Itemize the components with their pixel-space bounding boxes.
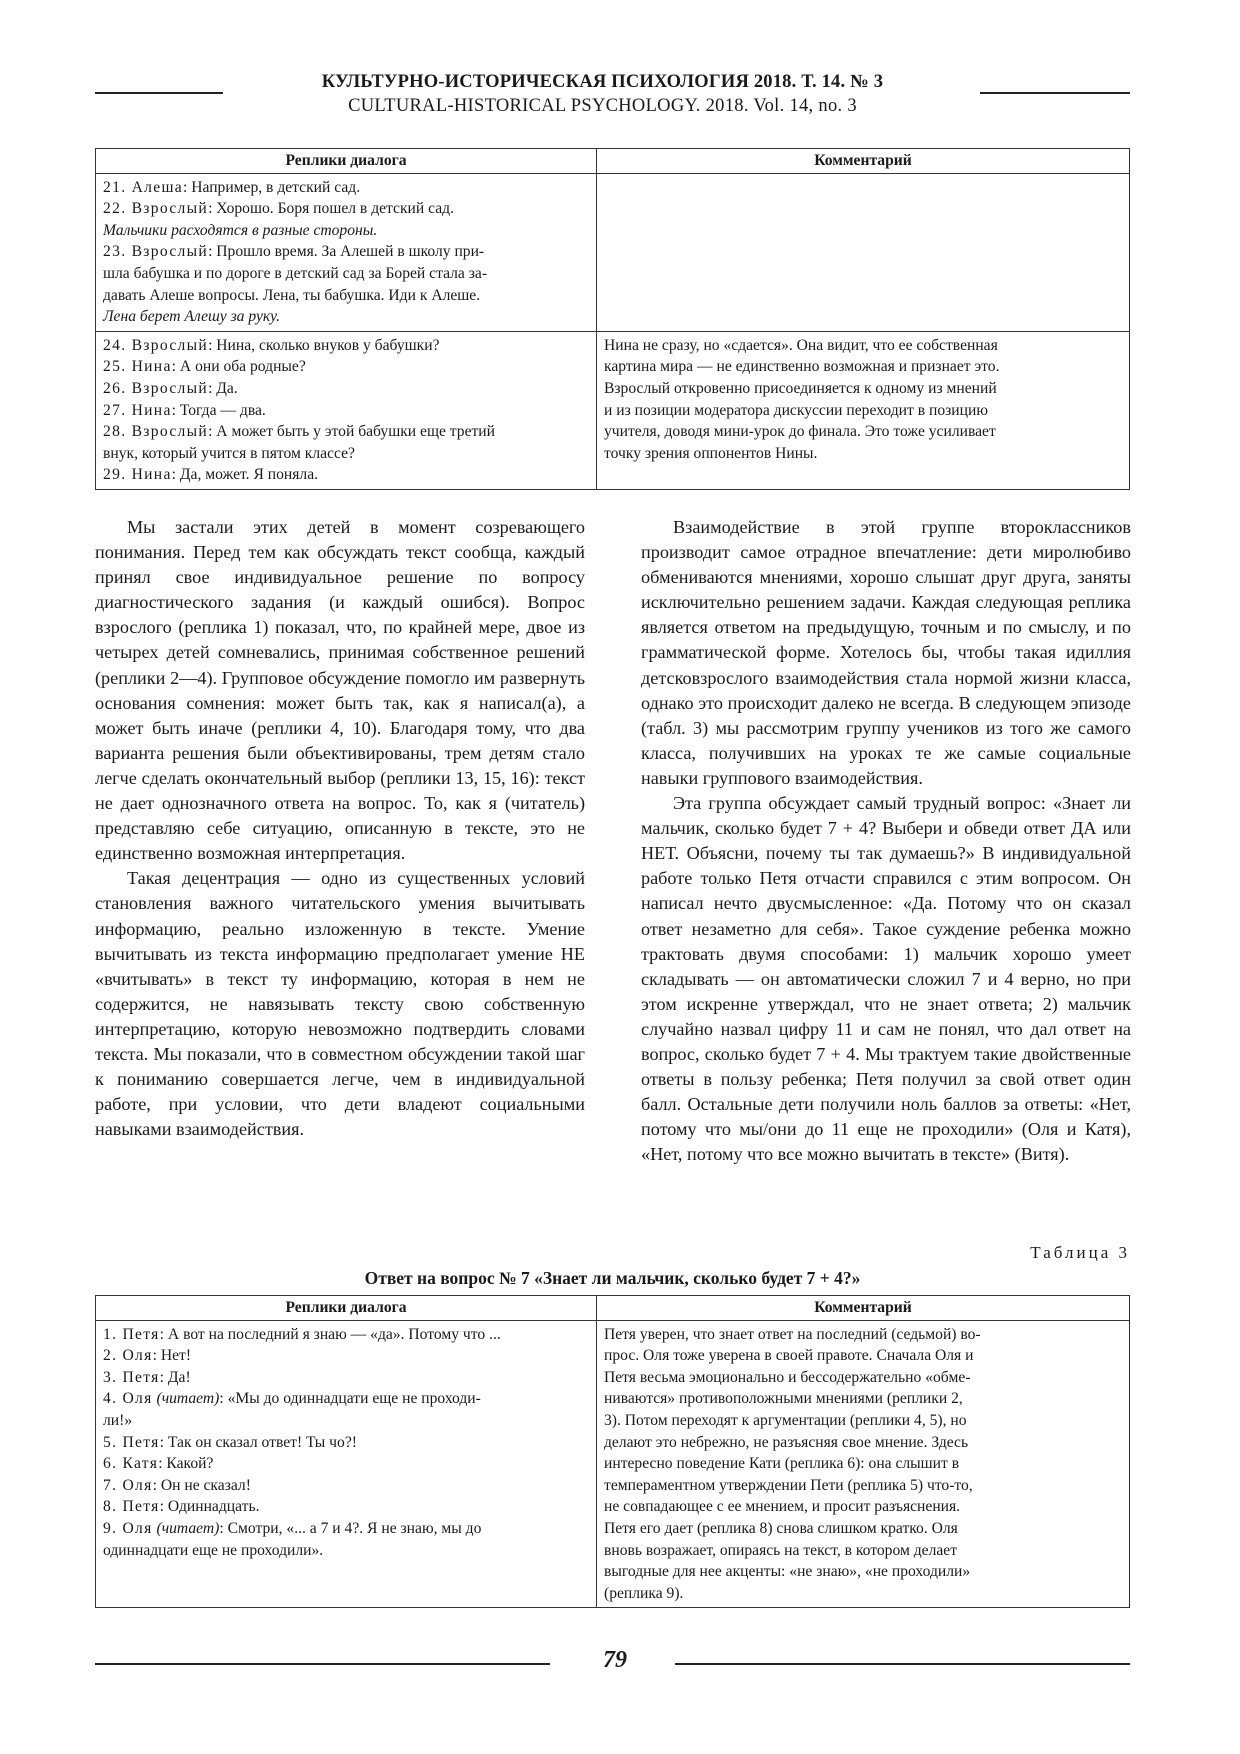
comment-cell (597, 1320, 1130, 1608)
page-number: 79 (603, 1647, 627, 1673)
running-header (0, 70, 1240, 130)
dialogue-cell (96, 331, 597, 489)
column-header-dialogue: Реплики диалога (96, 1296, 597, 1321)
column-header-dialogue: Реплики диалога (96, 149, 597, 174)
table-row (96, 173, 1130, 331)
comment-line: выгодные для нее акценты: «не знаю», «не проходили» (604, 1563, 971, 1581)
dialogue-line: 27. Нина: Тогда — два. (103, 401, 266, 419)
comment-line: Нина не сразу, но «сдается». Она видит, что ее собственная (604, 336, 998, 354)
footer-rule-right (675, 1663, 1130, 1665)
comment-line: (реплика 9). (604, 1584, 684, 1602)
comment-line: картина мира — не единственно возможная и признает это. (604, 358, 1000, 376)
table-row (96, 331, 1130, 489)
header-rule-right (980, 92, 1130, 94)
body-paragraph: Взаимодействие в этой группе второклассников производит самое отрадное впечатление: дети миролюбиво обмениваются мнениями, хорошо слышат друг друга, заняты исключительно решением задачи. Каждая следующая реплика является ответом на предыдущую, точным и по смыслу, и по грамматической форме. Хотелось бы, чтобы такая идиллия детсковзрослого взаимодействия стала нормой жизни класса, однако это происходит далеко не всегда. В следующем эпизоде (табл. 3) мы рассмотрим группу учеников из того же самого класса, получивших на уроках те же самые социальные навыки группового взаимодействия. (641, 517, 1131, 788)
dialogue-line: 26. Взрослый: Да. (103, 379, 238, 397)
dialogue-line: 6. Катя: Какой? (103, 1455, 214, 1473)
comment-line: прос. Оля тоже уверена в своей правоте. Сначала Оля и (604, 1347, 974, 1365)
dialogue-line: 1. Петя: А вот на последний я знаю — «да». Потому что ... (103, 1325, 501, 1343)
body-column-left (95, 515, 585, 1142)
dialogue-line: 7. Оля: Он не сказал! (103, 1476, 251, 1494)
body-paragraph: Мы застали этих детей в момент созревающего понимания. Перед тем как обсуждать текст сообща, каждый принял свое индивидуальное решение по вопросу диагностического задания (и каждый ошибся). Вопрос взрослого (реплика 1) показал, что, по крайней мере, двое из четырех детей сомневались, принимая собственное решений (реплики 2—4). Групповое обсуждение помогло им развернуть основания сомнения: может быть так, как я написал(а), а может быть иначе (реплики 4, 10). Благодаря тому, что два варианта решения были объективированы, трем детям стало легче сделать окончательный выбор (реплики 13, 15, 16): текст не дает однозначного ответа на вопрос. То, как я (читатель) представляю себе ситуацию, описанную в тексте, это не единственно возможная интерпретация. (95, 517, 585, 864)
header-rule-left (95, 92, 223, 94)
dialogue-line: 22. Взрослый: Хорошо. Боря пошел в детский сад. (103, 200, 455, 218)
table-header-row (96, 149, 1130, 174)
dialogue-line: 4. Оля (читает): «Мы до одиннадцати еще не проходи- (103, 1390, 481, 1408)
comment-cell (597, 331, 1130, 489)
dialogue-cell (96, 1320, 597, 1608)
journal-title-ru: КУЛЬТУРНО-ИСТОРИЧЕСКАЯ ПСИХОЛОГИЯ 2018. Т. 14. № 3 (321, 72, 884, 92)
dialogue-line: давать Алеше вопросы. Лена, ты бабушка. Иди к Алеше. (103, 286, 481, 304)
dialogue-line: 5. Петя: Так он сказал ответ! Ты чо?! (103, 1433, 357, 1451)
comment-line: точку зрения оппонентов Нины. (604, 444, 818, 462)
table-row (96, 1320, 1130, 1608)
dialogue-line: 2. Оля: Нет! (103, 1347, 192, 1365)
comment-line: не совпадающее с ее мнением, и просит разъяснения. (604, 1498, 961, 1516)
comment-line: вновь возражает, опираясь на текст, в котором делает (604, 1541, 958, 1559)
body-column-right (641, 515, 1131, 1167)
comment-line: темпераментном утверждении Пети (реплика 5) что-то, (604, 1476, 973, 1494)
comment-line: 3). Потом переходят к аргументации (реплики 4, 5), но (604, 1411, 967, 1429)
dialogue-line: одиннадцати еще не проходили». (103, 1541, 324, 1559)
dialogue-line: ли!» (103, 1411, 133, 1429)
dialogue-line: 29. Нина: Да, может. Я поняла. (103, 466, 319, 484)
comment-line: Взрослый откровенно присоединяется к одному из мнений (604, 379, 997, 397)
comment-line: учителя, доводя мини-урок до финала. Это тоже усиливает (604, 423, 996, 441)
stage-direction: Мальчики расходятся в разные стороны. (103, 221, 378, 239)
body-paragraph: Эта группа обсуждает самый трудный вопрос: «Знает ли мальчик, сколько будет 7 + 4? Выбери и обведи ответ ДА или НЕТ. Объясни, почему ты так думаешь?» В индивидуальной работе только Петя отчасти справился с этим вопросом. Он написал нечто двусмысленное: «Да. Потому что он сказал ответ незаметно для себя». Такое суждение ребенка можно трактовать двумя способами: 1) мальчик хорошо умеет складывать — он автоматически сложил 7 и 4 верно, но при этом искренне утверждал, что не знает ответа; 2) мальчик случайно назвал цифру 11 и сам не понял, что дал ответ на вопрос, сколько будет 7 + 4. Мы трактуем такие двойственные ответы в пользу ребенка; Петя получил за свой ответ один балл. Остальные дети получили ноль баллов за ответы: «Нет, потому что мы/они до 11 еще не проходили» (Оля и Катя), «Нет, потому что все можно вычитать в тексте» (Витя). (641, 793, 1131, 1165)
comment-line: и из позиции модератора дискуссии переходит в позицию (604, 401, 988, 419)
journal-title-en: CULTURAL-HISTORICAL PSYCHOLOGY. 2018. Vol. 14, no. 3 (348, 96, 857, 116)
dialogue-table-3 (95, 1295, 1130, 1608)
dialogue-line: шла бабушка и по дороге в детский сад за Борей стала за- (103, 264, 488, 282)
table-caption: Ответ на вопрос № 7 «Знает ли мальчик, сколько будет 7 + 4?» (364, 1268, 861, 1288)
dialogue-line: 24. Взрослый: Нина, сколько внуков у бабушки? (103, 336, 440, 354)
dialogue-line: 21. Алеша: Например, в детский сад. (103, 178, 361, 196)
dialogue-line: внук, который учится в пятом классе? (103, 444, 355, 462)
dialogue-line: 23. Взрослый: Прошло время. За Алешей в школу при- (103, 243, 485, 261)
comment-line: Петя уверен, что знает ответ на последний (седьмой) во- (604, 1325, 981, 1343)
comment-line: интересно поведение Кати (реплика 6): она слышит в (604, 1455, 960, 1473)
comment-line: Петя его дает (реплика 8) снова слишком кратко. Оля (604, 1519, 958, 1537)
dialogue-line: 9. Оля (читает): Смотри, «... а 7 и 4?. Я не знаю, мы до (103, 1519, 482, 1537)
dialogue-line: 3. Петя: Да! (103, 1368, 191, 1386)
column-header-comment: Комментарий (597, 1296, 1130, 1321)
table-header-row (96, 1296, 1130, 1321)
footer-rule-left (95, 1663, 550, 1665)
comment-cell-empty (597, 173, 1130, 331)
comment-line: Петя весьма эмоционально и бессодержательно «обме- (604, 1368, 971, 1386)
page-footer (0, 1645, 1240, 1685)
comment-line: делают это небрежно, не разъясняя свое мнение. Здесь (604, 1433, 969, 1451)
dialogue-line: 25. Нина: А они оба родные? (103, 358, 306, 376)
column-header-comment: Комментарий (597, 149, 1130, 174)
dialogue-line: 8. Петя: Одиннадцать. (103, 1498, 260, 1516)
stage-direction: Лена берет Алешу за руку. (103, 308, 280, 326)
dialogue-line: 28. Взрослый: А может быть у этой бабушки еще третий (103, 423, 496, 441)
comment-line: ниваются» противоположными мнениями (реплики 2, (604, 1390, 963, 1408)
body-paragraph: Такая децентрация — одно из существенных условий становления важного читательского умения вычитывать информацию, реально изложенную в тексте. Умение вычитывать из текста информацию предполагает умение НЕ «вчитывать» в текст ту информацию, которая в нем не содержится, не навязывать тексту свою собственную интерпретацию, которую невозможно подтвердить словами текста. Мы показали, что в совместном обсуждении такой шаг к пониманию совершается легче, чем в индивидуальной работе, при условии, что дети владеют социальными навыками взаимодействия. (95, 868, 585, 1140)
dialogue-cell (96, 173, 597, 331)
table-label: Таблица 3 (1030, 1243, 1130, 1262)
dialogue-table-top (95, 148, 1130, 490)
